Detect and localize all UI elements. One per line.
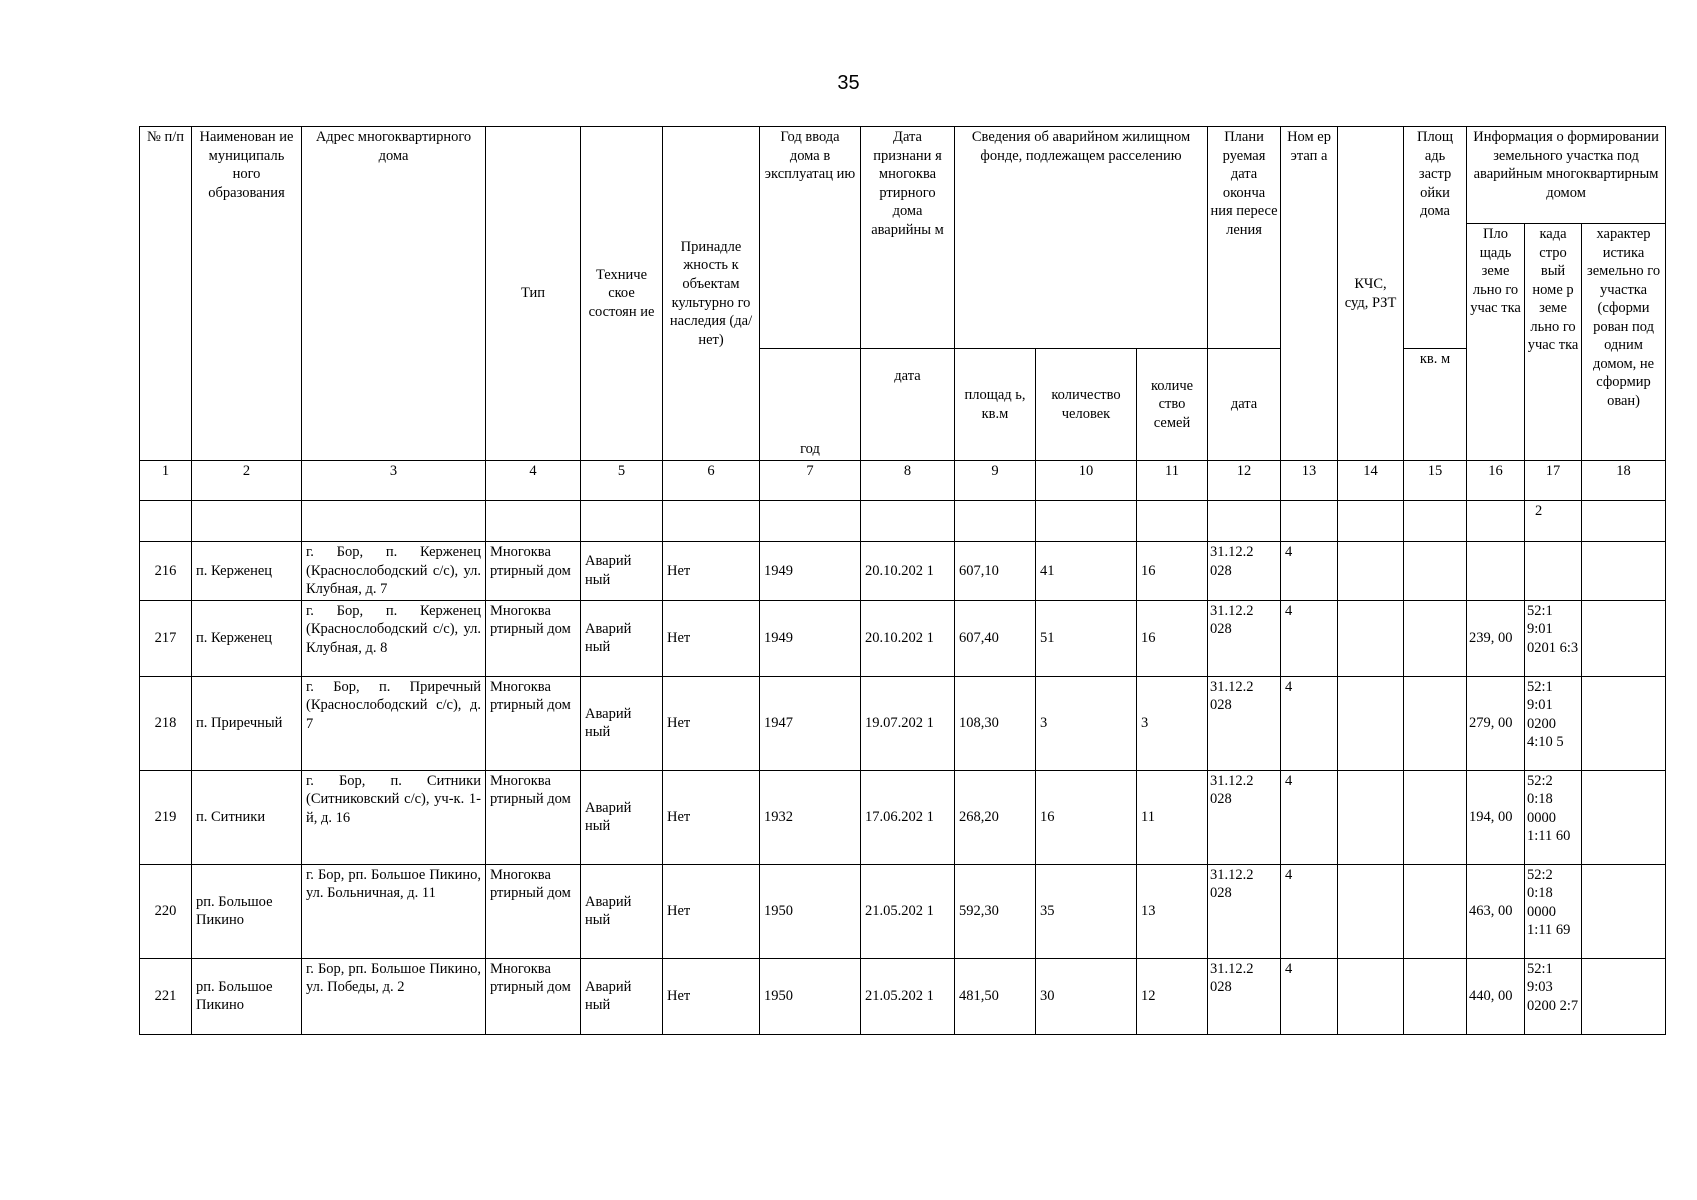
planned-date-cell: 31.12.2 028 [1208,600,1281,676]
cadastral-cell [1525,542,1582,601]
families-cell: 11 [1137,770,1208,864]
table-body [140,542,1666,1035]
header-land-plot-group: Информация о формировании земельного участка под аварийным многоквартирным домом [1467,127,1666,224]
column-numbers-row [140,461,1666,501]
plot-area-cell: 440, 00 [1467,958,1525,1034]
municipality-cell: рп. Большое Пикино [192,958,302,1034]
table-row [140,542,1666,601]
plot-area-cell: 279, 00 [1467,676,1525,770]
column-number: 2 [192,461,302,501]
kchs-cell [1338,864,1404,958]
plot-character-cell [1582,864,1666,958]
column-number: 18 [1582,461,1666,501]
stage-cell: 4 [1281,958,1338,1034]
address-cell: г. Бор, рп. Большое Пикино, ул. Больничная, д. 11 [302,864,486,958]
header-kchs: КЧС, суд, РЗТ [1338,127,1404,461]
row-number: 218 [140,676,192,770]
kchs-cell [1338,958,1404,1034]
planned-date-cell: 31.12.2 028 [1208,864,1281,958]
stage-cell: 4 [1281,770,1338,864]
continuation-cell: 2 [1525,501,1582,542]
plot-area-cell: 194, 00 [1467,770,1525,864]
recognition-date-cell: 19.07.202 1 [861,676,955,770]
column-number: 14 [1338,461,1404,501]
people-cell: 30 [1036,958,1137,1034]
people-cell: 51 [1036,600,1137,676]
address-cell: г. Бор, п. Керженец (Краснослободский с/с), ул. Клубная, д. 7 [302,542,486,601]
people-cell: 35 [1036,864,1137,958]
header-address: Адрес многоквартирного дома [302,127,486,461]
recognition-date-cell: 20.10.202 1 [861,600,955,676]
planned-date-cell: 31.12.2 028 [1208,770,1281,864]
header-people: количество человек [1036,349,1137,461]
plot-area-cell: 239, 00 [1467,600,1525,676]
plot-character-cell [1582,676,1666,770]
header-build-area-sub: кв. м [1404,349,1467,461]
row-number: 216 [140,542,192,601]
recognition-date-cell: 20.10.202 1 [861,542,955,601]
type-cell: Многоква ртирный дом [486,958,581,1034]
build-area-cell [1404,864,1467,958]
header-cadastral: када стро вый номе р земе льно го учас тка [1525,224,1582,461]
heritage-cell: Нет [663,676,760,770]
address-cell: г. Бор, рп. Большое Пикино, ул. Победы, д. 2 [302,958,486,1034]
state-cell: Аварий ный [581,542,663,601]
state-cell: Аварий ный [581,864,663,958]
column-number: 9 [955,461,1036,501]
header-families: количе ство семей [1137,349,1208,461]
area-cell: 607,10 [955,542,1036,601]
column-number: 16 [1467,461,1525,501]
header-year: Год ввода дома в эксплуатац ию [760,127,861,349]
area-cell: 108,30 [955,676,1036,770]
type-cell: Многоква ртирный дом [486,542,581,601]
table-row [140,958,1666,1034]
state-cell: Аварий ный [581,770,663,864]
municipality-cell: п. Керженец [192,542,302,601]
cadastral-cell: 52:1 9:01 0201 6:3 [1525,600,1582,676]
column-number: 10 [1036,461,1137,501]
build-area-cell [1404,600,1467,676]
families-cell: 13 [1137,864,1208,958]
planned-date-cell: 31.12.2 028 [1208,676,1281,770]
year-cell: 1947 [760,676,861,770]
column-number: 7 [760,461,861,501]
families-cell: 16 [1137,542,1208,601]
row-number: 220 [140,864,192,958]
address-cell: г. Бор, п. Приречный (Краснослободский с/с), д. 7 [302,676,486,770]
heritage-cell: Нет [663,600,760,676]
area-cell: 268,20 [955,770,1036,864]
column-number: 15 [1404,461,1467,501]
column-number: 5 [581,461,663,501]
header-planned-date: Плани руемая дата оконча ния пересе ления [1208,127,1281,349]
families-cell: 12 [1137,958,1208,1034]
people-cell: 3 [1036,676,1137,770]
build-area-cell [1404,958,1467,1034]
column-number: 6 [663,461,760,501]
heritage-cell: Нет [663,542,760,601]
column-number: 8 [861,461,955,501]
cadastral-cell: 52:1 9:03 0200 2:7 [1525,958,1582,1034]
continuation-row [140,501,1666,542]
year-cell: 1950 [760,864,861,958]
column-number: 11 [1137,461,1208,501]
families-cell: 3 [1137,676,1208,770]
build-area-cell [1404,770,1467,864]
column-number: 3 [302,461,486,501]
recognition-date-cell: 21.05.202 1 [861,958,955,1034]
header-build-area: Площ адь застр ойки дома [1404,127,1467,349]
recognition-date-cell: 17.06.202 1 [861,770,955,864]
header-plot-area: Пло щадь земе льно го учас тка [1467,224,1525,461]
type-cell: Многоква ртирный дом [486,600,581,676]
table-row [140,600,1666,676]
stage-cell: 4 [1281,542,1338,601]
area-cell: 481,50 [955,958,1036,1034]
row-number: 221 [140,958,192,1034]
build-area-cell [1404,542,1467,601]
planned-date-cell: 31.12.2 028 [1208,542,1281,601]
kchs-cell [1338,600,1404,676]
type-cell: Многоква ртирный дом [486,864,581,958]
year-cell: 1949 [760,542,861,601]
header-year-sub: год [760,349,861,461]
emergency-housing-table [139,126,1666,1035]
heritage-cell: Нет [663,958,760,1034]
kchs-cell [1338,676,1404,770]
header-area: площад ь, кв.м [955,349,1036,461]
kchs-cell [1338,770,1404,864]
plot-character-cell [1582,770,1666,864]
table-row [140,770,1666,864]
cadastral-cell: 52:1 9:01 0200 4:10 5 [1525,676,1582,770]
column-number: 12 [1208,461,1281,501]
municipality-cell: п. Керженец [192,600,302,676]
header-stage: Ном ер этап а [1281,127,1338,461]
planned-date-cell: 31.12.2 028 [1208,958,1281,1034]
stage-cell: 4 [1281,600,1338,676]
plot-area-cell [1467,542,1525,601]
header-planned-sub: дата [1208,349,1281,461]
header-tech-state: Техниче ское состоян ие [581,127,663,461]
column-number: 13 [1281,461,1338,501]
row-number: 217 [140,600,192,676]
people-cell: 16 [1036,770,1137,864]
column-number: 4 [486,461,581,501]
address-cell: г. Бор, п. Керженец (Краснослободский с/с), ул. Клубная, д. 8 [302,600,486,676]
table-header [140,127,1666,542]
plot-area-cell: 463, 00 [1467,864,1525,958]
table-row [140,676,1666,770]
stage-cell: 4 [1281,676,1338,770]
area-cell: 592,30 [955,864,1036,958]
kchs-cell [1338,542,1404,601]
header-recognition-date: Дата признани я многоква ртирного дома аварийны м [861,127,955,349]
plot-character-cell [1582,542,1666,601]
families-cell: 16 [1137,600,1208,676]
plot-character-cell [1582,958,1666,1034]
plot-character-cell [1582,600,1666,676]
cadastral-cell: 52:2 0:18 0000 1:11 60 [1525,770,1582,864]
build-area-cell [1404,676,1467,770]
table-row [140,864,1666,958]
cadastral-cell: 52:2 0:18 0000 1:11 69 [1525,864,1582,958]
people-cell: 41 [1036,542,1137,601]
header-type: Тип [486,127,581,461]
header-plot-character: характер истика земельно го участка (сформи рован под одним домом, не сформир ован) [1582,224,1666,461]
column-number: 17 [1525,461,1582,501]
header-emergency-fund-group: Сведения об аварийном жилищном фонде, подлежащем расселению [955,127,1208,349]
address-cell: г. Бор, п. Ситники (Ситниковский с/с), уч-к. 1-й, д. 16 [302,770,486,864]
year-cell: 1950 [760,958,861,1034]
header-num: № п/п [140,127,192,461]
type-cell: Многоква ртирный дом [486,676,581,770]
heritage-cell: Нет [663,770,760,864]
state-cell: Аварий ный [581,958,663,1034]
area-cell: 607,40 [955,600,1036,676]
page-number: 35 [837,72,860,94]
recognition-date-cell: 21.05.202 1 [861,864,955,958]
header-heritage: Принадле жность к объектам культурно го наследия (да/нет) [663,127,760,461]
heritage-cell: Нет [663,864,760,958]
municipality-cell: п. Приречный [192,676,302,770]
year-cell: 1949 [760,600,861,676]
year-cell: 1932 [760,770,861,864]
header-date-sub: дата [861,349,955,461]
stage-cell: 4 [1281,864,1338,958]
state-cell: Аварий ный [581,600,663,676]
column-number: 1 [140,461,192,501]
type-cell: Многоква ртирный дом [486,770,581,864]
row-number: 219 [140,770,192,864]
municipality-cell: п. Ситники [192,770,302,864]
state-cell: Аварий ный [581,676,663,770]
municipality-cell: рп. Большое Пикино [192,864,302,958]
header-municipality: Наименован ие муниципаль ного образования [192,127,302,461]
